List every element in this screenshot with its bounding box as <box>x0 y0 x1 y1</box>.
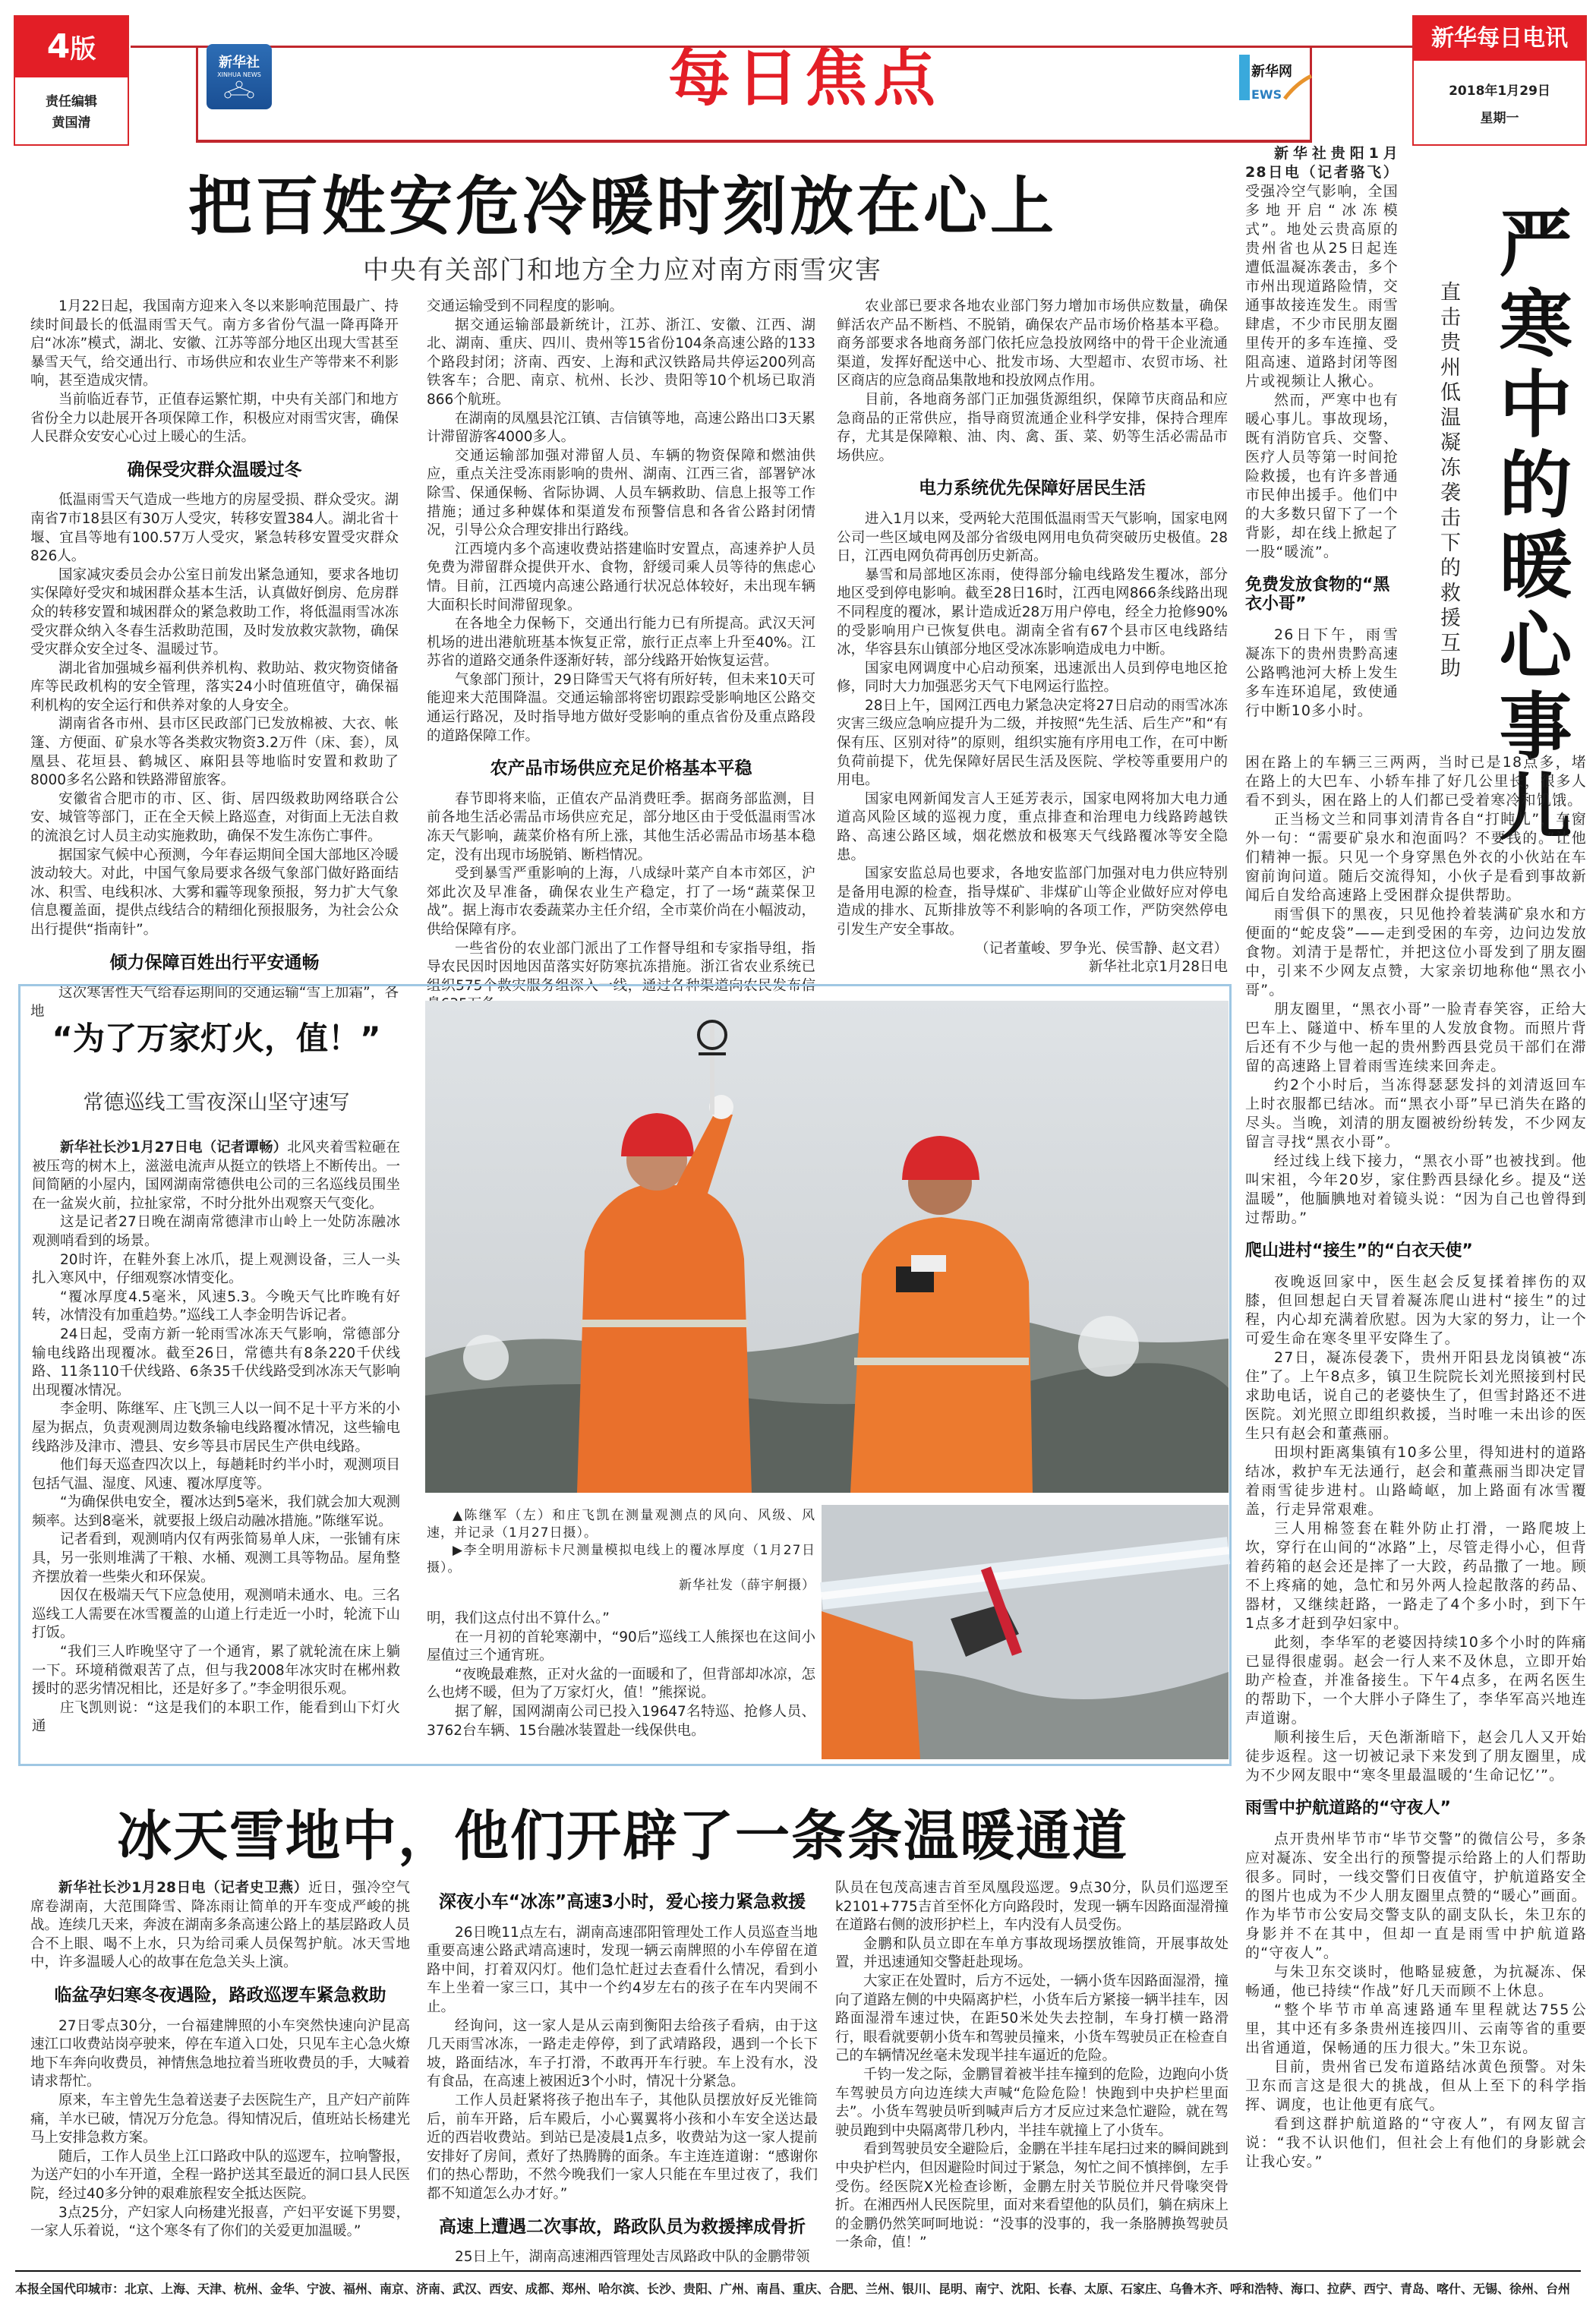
svg-text:新华网: 新华网 <box>1251 64 1292 80</box>
section-subheading: 深夜小车“冰冻”高速3小时，爱心接力紧急救援 <box>438 1892 806 1912</box>
paragraph: 3点25分，产妇家人向杨建光报喜，产妇平安诞下男婴，一家人乐着说，“这个寒冬有了你们的关爱更加温暖。” <box>30 2204 410 2240</box>
paragraph: 27日，凝冻侵袭下，贵州开阳县龙岗镇被“冻住”了。上午8点多，镇卫生院院长刘光照接到村民求助电话，说自己的老婆快生了，但雪封路还不进医院。刘光照立即组织救援，当时唯一未出诊的医生只有赵会和董燕丽。 <box>1245 1349 1587 1442</box>
paragraph: 经过线上线下接力，“黑衣小哥”也被找到。他叫宋祖，今年20岁，家住黔西县绿化乡。提及“送温暖”，他腼腆地对着镜头说：“因为自己也曾得到过帮助。” <box>1245 1153 1587 1226</box>
paragraph: 暴雪和局部地区冻雨，使得部分输电线路发生覆冰，部分地区受到停电影响。截至28日16时，江西电网866条线路出现不同程度的覆冰，累计造成近28万用户停电，经全力抢修90%的受影响用户已恢复供电。湖南全省有67个县市区电线路结冰，华容县东山镇部分地区受冰冻影响造成电力中断。 <box>837 566 1228 658</box>
paragraph-continued: 困在路上的车辆三三两两，当时已是18点多，堵在路上的大巴车、小轿车排了好几公里长，很多人看不到头，困在路上的人们都已受着寒冷和饥饿。 <box>1245 754 1587 809</box>
paragraph: 据了解，国网湖南公司已投入19647名特巡、抢修人员、3762台车辆、15台融冰装置赴一线保供电。 <box>427 1703 815 1739</box>
article-column <box>30 1879 410 2259</box>
paragraph: 农业部已要求各地农业部门努力增加市场供应数量，确保鲜活农产品不断档、不脱销，确保农产品市场价格基本平稳。商务部要求各地商务部门依托应急投放网络中的骨干企业流通渠道，发挥好配送中心、批发市场、大型超市、农贸市场、社区商店的应急商品集散地和投放网点作用。 <box>837 298 1228 390</box>
paragraph: 在一月初的首轮寒潮中，“90后”巡线工人熊探也在这间小屋值过三个通宵班。 <box>427 1629 815 1664</box>
paragraph: 工作人员赶紧将孩子抱出车子，其他队员摆放好反光锥筒后，前车开路，后车殿后，小心翼翼将小孩和小车安全送达最近的西岩收费站。到站已是凌晨1点多，收费站为这一家人提前安排好了房间，煮好了热腾腾的面条。车主连连道谢：“感谢你们的热心帮助，不然今晚我们一家人只能在车里过夜了，我们都不知道怎么办才好。” <box>427 2092 818 2202</box>
paragraph: 然而，严寒中也有暖心事儿。事故现场，既有消防官兵、交警、医疗人员等第一时间抢险救援，也有许多普通市民伸出援手。他们中的大多数只留下了一个背影，却在线上掀起了一股“暖流”。 <box>1245 392 1399 560</box>
section-subheading: 高速上遭遇二次事故，路政队员为救援摔成骨折 <box>439 2216 806 2237</box>
photo-linemen <box>425 1001 1229 1493</box>
article-column <box>835 1879 1229 2259</box>
paragraph: 随后，工作人员坐上江口路政中队的巡逻车，拉响警报，为送产妇的小车开道，全程一路护送其至最近的洞口县人民医院，经过40多分钟的艰难旅程安全抵达医院。 <box>30 2148 410 2202</box>
print-cities: 本报全国代印城市：北京、上海、天津、杭州、金华、宁波、福州、南京、济南、武汉、西安、成都、郑州、哈尔滨、长沙、贵阳、广州、南昌、重庆、合肥、兰州、银川、昆明、南宁、沈阳、长春、太原、石家庄、乌鲁木齐、呼和浩特、海口、拉萨、西宁、青岛、喀什、无锡、徐州、台州 <box>15 2282 1571 2296</box>
section-subheading: 电力系统优先保障好居民生活 <box>919 478 1146 499</box>
news-logo-icon <box>1239 53 1315 106</box>
xinhua-logo: 新华社 XINHUA NEWS <box>207 44 272 109</box>
byline: 新华社发（薛宇舸摄） <box>679 1578 815 1593</box>
dateline-paragraph <box>1245 144 1399 391</box>
article-column <box>1245 753 1587 2249</box>
main-subheadline: 中央有关部门和地方全力应对南方雨雪灾害 <box>363 255 882 285</box>
right-feature-headline: 严寒中的暖心事儿 <box>1487 205 1572 849</box>
paragraph: “覆冰厚度4.5毫米，风速5.3。今晚天气比昨晚有好转，冰情没有加重趋势。”巡线工人李金明告诉记者。 <box>32 1288 400 1324</box>
paragraph: 江西境内多个高速收费站搭建临时安置点，高速养护人员免费为滞留群众提供开水、食物，舒缓司乘人员等待的焦虑心情。目前，江西境内高速公路通行状况总体较好，未出现车辆大面积长时间滞留现象。 <box>427 541 815 613</box>
feature-headline: “为了万家灯火，值！” <box>52 1020 381 1057</box>
paragraph: 25日上午，湖南高速湘西管理处吉凤路政中队的金鹏带领 <box>455 2249 810 2266</box>
network-icon <box>216 78 262 101</box>
paragraph: 湖北省加强城乡福利供养机构、救助站、救灾物资储备库等民政机构的安全管理，落实24小时值班值守，确保福利机构的安全运行和供养对象的人身安全。 <box>30 660 399 714</box>
paper-info-box <box>1412 15 1587 146</box>
paragraph: 一些省份的农业部门派出了工作督导组和专家指导组，指导农民因时因地因苗落实好防寒抗冻措施。浙江省农业系统已组织575个救灾服务组深入一线，通过各种渠道向农民发布信 <box>427 940 815 994</box>
edition-box <box>14 15 129 146</box>
paragraph: 据交通运输部最新统计，江苏、浙江、安徽、江西、湖北、湖南、重庆、四川、贵州等15省份104条高速公路的133个路段封闭；济南、西安、上海和武汉铁路局共停运200列高铁客车；合肥、南京、杭州、长沙、贵阳等10个机场已取消866个航班。 <box>427 317 815 408</box>
paragraph: 大家正在处置时，后方不远处，一辆小货车因路面湿滑，撞向了道路左侧的中央隔离护栏，小货车后方紧接一辆半挂车，因路面湿滑车速过快，在距50米处失去控制，车身打横一路滑行，眼看就要朝小货车和驾驶员撞来，小货车驾驶员正在检查自己的车辆情况丝毫未发现半挂车逼近的危险。 <box>835 1973 1229 2064</box>
paragraph: 李金明、陈继军、庄飞凯三人以一间不足十平方米的小屋为据点，负责观测周边数条输电线路覆冰情况，这些输电线路涉及津市、澧县、安乡等县市居民生产供电线路。 <box>32 1401 400 1455</box>
edition-digit: 4 <box>46 27 71 66</box>
paragraph: ▶李全明用游标卡尺测量模拟电线上的覆冰厚度（1月27日摄）。 <box>427 1543 815 1576</box>
paragraph: 目前，各地商务部门正加强货源组织，保障节庆商品和应急商品的正常供应，指导商贸流通企业科学安排，保持合理库存，尤其是保障粮、油、肉、禽、蛋、菜、奶等生活必需品市场供应。 <box>837 391 1228 464</box>
header-rule <box>131 46 196 48</box>
byline: （记者董峻、罗争光、侯雪静、赵文君） <box>974 940 1228 957</box>
paragraph: 春节即将来临，正值农产品消费旺季。据商务部监测，目前各地生活必需品市场供应充足，部分地区由于受低温雨雪冰冻天气影响，蔬菜价格有所上涨，其他生活必需品市场基本稳定，没有出现市场脱销、断档情况。 <box>427 790 815 863</box>
issue-date: 2018年1月29日 <box>1449 84 1550 99</box>
paragraph: 这是记者27日晚在湖南常德津市山岭上一处防冻融冰观测哨看到的场景。 <box>32 1214 400 1249</box>
paragraph: 26日下午，雨雪凝冻下的贵州贵黔高速公路鸭池河大桥上发生多车连环追尾，致使通行中断10多小时。 <box>1245 626 1399 719</box>
paragraph: 当前临近春节，正值春运繁忙期，中央有关部门和地方省份全力以赴展开各项保障工作，积极应对雨雪灾害，确保人民群众安安心心过上暖心的生活。 <box>30 391 399 446</box>
paragraph-continued: 明，我们这点付出不算什么。” <box>427 1610 610 1626</box>
paragraph: 气象部门预计，29日降雪天气将有所好转，但未来10天可能迎来大范围降温。交通运输部将密切跟踪受影响地区公路交通运行路况，及时指导地方做好受影响的重点省份及重点路段的道路保障工作。 <box>427 671 815 744</box>
section-subheading: 爬山进村“接生”的“白衣天使” <box>1245 1241 1473 1260</box>
paragraph: 此刻，李华军的老婆因持续10多个小时的阵痛已显得很虚弱。赵会一行人来不及休息，立即开始助产检查，并准备接生。下午4点多，在两名医生的帮助下，一个大胖小子降生了，李华军高兴地连声道谢。 <box>1245 1634 1587 1727</box>
paragraph: 这次寒害性天气给春运期间的交通运输“雪上加霜”，各地 <box>30 985 399 1020</box>
paragraph-text: 近日，强冷空气席卷湖南，大范围降雪、降冻雨让简单的开车变成严峻的挑战。连续几天来，奔波在湖南多条高速公路上的基层路政人员合不上眼、喝不上水，只为给司乘人员保驾护航。冰天雪地中，许多温暖人心的故事在危急关头上演。 <box>30 1880 410 1971</box>
dateline-paragraph <box>30 1879 410 1973</box>
section-subheading: 农产品市场供应充足价格基本平稳 <box>490 759 752 779</box>
paragraph: 28日上午，国网江西电力紧急决定将27日启动的雨雪冰冻灾害三级应急响应提升为二级，并按照“先生活、后生产”和“有保有压、区别对待”的原则，组织实施有序用电工作，在可中断负荷前提下，优先保障好居民生活及医院、学校等重要用户的用电。 <box>837 697 1228 789</box>
paragraph: 受到暴雪严重影响的上海，八成绿叶菜产自本市郊区，沪郊此次及早准备，确保农业生产稳定，打了一场“蔬菜保卫战”。据上海市农委蔬菜办主任介绍，全市菜价尚在小幅波动，供给保障有序。 <box>427 866 815 938</box>
paragraph: 交通运输部加强对滞留人员、车辆的物资保障和燃油供应，重点关注受冻雨影响的贵州、湖南、江西三省，部署铲冰除雪、保通保畅、省际协调、人员车辆救助、信息上报等工作措施；通过多种媒体和渠道发布预警信息和各省公路封闭情况，引导公众合理安排出行路线。 <box>427 447 815 539</box>
photo-ice-measurement <box>822 1505 1229 1759</box>
article-column <box>32 1139 400 1754</box>
paragraph: 点开贵州毕节市“毕节交警”的微信公号，多条应对凝冻、安全出行的预警提示给路上的人们帮助很多。同时，一线交警们日夜值守，护航道路安全的图片也成为不少人朋友圈里点赞的“暖心”画面。作为毕节市公安局交警支队的副支队长，朱卫东的身影并不在其中，但却一直是雨雪中护航道路的“守夜人”。 <box>1245 1831 1587 1961</box>
right-feature-subheadline: 直击贵州低温凝冻袭击下的救援互助 <box>1437 281 1460 682</box>
article-column <box>427 1879 818 2266</box>
paragraph: 千钧一发之际，金鹏冒着被半挂车撞到的危险，边跑向小货车驾驶员方向边连续大声喊“危险危险！快跑到中央护栏里面去”。小货车驾驶员听到喊声后方才反应过来急忙避险，就在驾驶员跑到中央隔离带几秒内，半挂车就撞上了小货车。 <box>835 2066 1229 2139</box>
edition-number <box>15 17 128 77</box>
paragraph: 与朱卫东交谈时，他略显疲惫，为抗凝冻、保畅通，他已持续“作战”好几天而顾不上休息。 <box>1245 1963 1587 1999</box>
paragraph: 朋友圈里，“黑衣小哥”一脸青春笑容，正给大巴车上、隧道中、桥车里的人发放食物。而照片背后还有不少与他一起的贵州黔西县党员干部们在滞留的高速路上冒着雨雪连续来回奔走。 <box>1245 1001 1587 1074</box>
paragraph-continued: 队员在包茂高速吉首至凤凰段巡逻。9点30分，队员们巡逻至k2101+775吉首至怀化方向路段时，发现一辆车因路面湿滑撞在道路右侧的波形护栏上，车内没有人员受伤。 <box>835 1880 1229 1934</box>
paragraph: 1月22日起，我国南方迎来入冬以来影响范围最广、持续时间最长的低温雨雪天气。南方多省份气温一降再降开启“冰冻”模式，湖北、安徽、江苏等部分地区出现大雪甚至暴雪天气，给交通出行、市场供应和农业生产等带来不利影响，甚至造成灾情。 <box>30 298 399 390</box>
paragraph: 国家减灾委员会办公室日前发出紧急通知，要求各地切实保障好受灾和城困群众基本生活，认真做好倒房、危房群众的转移安置和城困群众的紧急救助工作，将低温雨雪冰冻受灾群众纳入冬春生活救助范围，及时发放救灾款物，确保受灾群众安全过冬、温暖过节。 <box>30 566 399 658</box>
paragraph: 他们每天巡查四次以上，每趟耗时约半小时，观测项目包括气温、湿度、风速、覆冰厚度等。 <box>32 1457 400 1492</box>
paragraph: 正当杨文兰和同事刘清肯各自“打盹儿”，车窗外一句：“需要矿泉水和泡面吗？不要钱的。”让他们精神一振。只见一个身穿黑色外衣的小伙站在车窗前询问道。随后交流得知，小伙子是看到事故新闻后自发给高速路上受困群众提供帮助。 <box>1245 811 1587 904</box>
paragraph: ▲陈继军（左）和庄飞凯在测量观测点的风向、风级、风速，并记录（1月27日摄）。 <box>427 1508 815 1541</box>
editor-credit <box>15 77 128 134</box>
paragraph: 国家电网调度中心启动预案，迅速派出人员到停电地区抢修，同时大力加强恶劣天气下电网运行监控。 <box>837 660 1228 695</box>
dateline-paragraph <box>32 1139 400 1213</box>
editor-name: 黄国清 <box>52 115 91 131</box>
paragraph: “为确保供电安全，覆冰达到5毫米，我们就会加大观测频率。达到8毫米，就要报上级启动融冰措施。”陈继军说。 <box>32 1494 400 1529</box>
paragraph: 雨雪俱下的黑夜，只见他拎着装满矿泉水和方便面的“蛇皮袋”——走到受困的车旁，边问边发放食物。刘清于是帮忙，并把这位小哥发到了朋友圈中，引来不少网友点赞，大家亲切地称他“黑衣小哥”。 <box>1245 906 1587 998</box>
paragraph: 记者看到，观测哨内仅有两张简易单人床，一张铺有床具，另一张则堆满了干粮、水桶、观测工具等物品。屋角整齐摆放着一些柴火和环保炭。 <box>32 1531 400 1585</box>
paragraph: “我们三人昨晚坚守了一个通宵，累了就轮流在床上躺一下。环境稍微艰苦了点，但与我2008年冰灾时在郴州救援时的恶劣情况相比，还是好多了。”李金明很乐观。 <box>32 1644 400 1698</box>
paragraph-text: 北风夹着雪粒砸在被压弯的树木上，滋滋电流声从挺立的铁塔上不断传出。一间简陋的小屋内，国网湖南常德供电公司的三名巡线员围坐在一盆炭火前，拉扯家常，不时分批外出观察天气变化。 <box>32 1140 400 1212</box>
paragraph: 夜晚返回家中，医生赵会反复揉着摔伤的双膝，但回想起白天冒着凝冻爬山进村“接生”的过程，内心却充满着欣慰。因为大家的努力，让一个可爱生命在寒冬里平安降生了。 <box>1245 1273 1587 1347</box>
feature-subheadline: 常德巡线工雪夜深山坚守速写 <box>83 1091 350 1115</box>
paragraph: 在各地全力保畅下，交通出行能力已有所提高。武汉天河机场的进出港航班基本恢复正常，旅行正点率上升至40%。江苏省的道路交通条件逐渐好转，部分线路开始恢复运营。 <box>427 616 815 670</box>
section-subheading: 雨雪中护航道路的“守夜人” <box>1245 1799 1451 1818</box>
article-column <box>1245 144 1399 752</box>
paragraph: 20时许，在鞋外套上冰爪，提上观测设备，三人一头扎入寒风中，仔细观察冰情变化。 <box>32 1251 400 1287</box>
header-rule <box>1312 46 1412 48</box>
paragraph: 经询问，这一家人是从云南到衡阳去给孩子看病，由于这几天雨雪冰冻，一路走走停停，到了武靖路段，遇到一个长下坡，路面结冰，车子打滑，不敢再开车行驶。车上没有水，没有食品，在高速上被困近3个小时，情况十分紧急。 <box>427 2017 818 2090</box>
paragraph: 26日晚11点左右，湖南高速邵阳管理处工作人员巡查当地重要高速公路武靖高速时，发现一辆云南牌照的小车停留在道路中间，打着双闪灯。他们急忙赶过去查看什么情况，看到小车上坐着一家三口，其中一个约4岁左右的孩子在车内哭闹不止。 <box>427 1924 818 2015</box>
photo-caption <box>427 1507 815 1594</box>
footer-rule <box>15 2270 1581 2272</box>
article-column <box>30 298 399 1020</box>
dateline: 新华社长沙1月28日电（记者史卫燕） <box>58 1880 308 1896</box>
paragraph: 安徽省合肥市的市、区、街、居四级救助网络联合公安、城管等部门，正在全天候上路巡查，对街面上无法自救的流浪乞讨人员主动实施救助，确保不发生冻伤亡事件。 <box>30 790 399 845</box>
issue-weekday: 星期一 <box>1480 111 1519 126</box>
paragraph: 湖南省各市州、县市区民政部门已发放棉被、大衣、帐篷、方便面、矿泉水等各类救灾物资3.2万件（床、套），凤凰县、花垣县、鹤城区、麻阳县等地临时安置和救助了8000多名公路和铁路滞留旅客。 <box>30 716 399 789</box>
dateline: 新华社长沙1月27日电（记者谭畅） <box>60 1140 288 1156</box>
paragraph: 目前，贵州省已发布道路结冰黄色预警。对朱卫东而言这是很大的挑战，但从上至下的科学指挥、调度，也让他更有底气。 <box>1245 2058 1587 2113</box>
main-headline: 把百姓安危冷暖时刻放在心上 <box>188 169 1057 244</box>
article-column <box>427 298 815 994</box>
editor-label: 责任编辑 <box>46 94 97 109</box>
paragraph: 顺利接生后，天色渐渐暗下，赵会几人又开始徒步返程。这一切被记录下来发到了朋友圈里，成为不少网友眼中“寒冬里最温暖的‘生命记忆’”。 <box>1245 1729 1587 1784</box>
xinhuanet-logo <box>1239 53 1315 106</box>
edition-suffix: 版 <box>70 34 96 65</box>
paragraph: “夜晚最难熬，正对火盆的一面暖和了，但背部却冰凉，怎么也烤不暖，但为了万家灯火，值！”熊探说。 <box>427 1666 815 1702</box>
section-subheading: 倾力保障百姓出行平安通畅 <box>109 952 320 973</box>
svg-text:EWS: EWS <box>1251 87 1282 102</box>
paragraph: 据国家气候中心预测，今年春运期间全国大部地区冷暖波动较大。对此，中国气象局要求各级气象部门做好路面结冰、积雪、电线积冰、大雾和霾等现象预报，努力扩大气象信息覆盖面，提供点线结合的精细化预报服务，为社会公众出行提供“指南针”。 <box>30 847 399 938</box>
paragraph-continued: 交通运输受到不同程度的影响。 <box>427 298 624 314</box>
dateline: 新华社贵阳1月28日电（记者骆飞） <box>1245 145 1399 181</box>
paragraph: 国家电网新闻发言人王延芳表示，国家电网将加大电力通道高风险区域的巡视力度，重点排查和治理电力线路跨越铁路、高速公路区域，烟花燃放和极寒天气线路覆冰等安全隐患。 <box>837 790 1228 863</box>
article-column <box>837 298 1228 977</box>
paragraph: 约2个小时后，当冻得瑟瑟发抖的刘清返回车上时衣服都已结冰。而“黑衣小哥”早已消失在路的尽头。当晚，刘清的朋友圈被纷纷转发，不少网友留言寻找“黑衣小哥”。 <box>1245 1077 1587 1150</box>
section-subheading: 临盆孕妇寒冬夜遇险，路政巡逻车紧急救助 <box>54 1985 386 2005</box>
paragraph: 庄飞凯则说：“这是我们的本职工作，能看到山下灯火通 <box>32 1699 400 1735</box>
paragraph: 田坝村距离集镇有10多公里，得知进村的道路结冰，救护车无法通行，赵会和董燕丽当即决定冒着雨雪徒步进村。山路崎岖，加上路面有冰雪覆盖，行走异常艰难。 <box>1245 1444 1587 1518</box>
bottom-headline: 冰天雪地中，他们开辟了一条条温暖通道 <box>116 1804 1128 1868</box>
section-subheading: 确保受灾群众温暖过冬 <box>127 459 302 480</box>
paragraph: 看到驾驶员安全避险后，金鹏在半挂车尾扫过来的瞬间跳到中央护栏内，但因避险时间过于紧急，匆忙之间不慎摔倒，左手受伤。经医院X光检查诊断，金鹏左肘关节脱位并尺骨喙突骨折。在湘西州人民医院里，面对来看望他的队员们，躺在病床上的金鹏仍然笑呵呵地说：“没事的没事的，我一条胳膊换驾驶员一条命，值！” <box>835 2141 1229 2251</box>
paper-name: 新华每日电讯 <box>1414 17 1585 61</box>
paragraph-text: 受强冷空气影响，全国多地开启“冰冻模式”。地处云贵高原的贵州省也从25日起连遭低温凝冻袭击，多个市州出现道路险情，交通事故接连发生。雨雪肆虐，不少市民朋友圈里传开的多车连撞、受阻高速、道路封闭等图片或视频让人揪心。 <box>1245 183 1399 390</box>
byline: 新华社北京1月28日电 <box>1088 959 1228 976</box>
paragraph: “整个毕节市单高速路通车里程就达755公里，其中还有多条贵州连接四川、云南等省的重要出省通道，保畅通的压力很大。”朱卫东说。 <box>1245 2001 1587 2056</box>
paragraph: 低温雨雪天气造成一些地方的房屋受损、群众受灾。湖南省7市18县区有30万人受灾，转移安置384人。湖北省十堰、宜昌等地有100.57万人受灾，紧急转移安置受灾群众826人。 <box>30 492 399 565</box>
paragraph: 因仅在极端天气下应急使用，观测哨未通水、电。三名巡线工人需要在冰雪覆盖的山道上行走近一小时，轮流下山打饭。 <box>32 1588 400 1642</box>
paragraph: 在湖南的凤凰县沱江镇、吉信镇等地，高速公路出口3天累计滞留游客4000多人。 <box>427 410 815 446</box>
section-subheading: 免费发放食物的“黑衣小哥” <box>1245 576 1390 613</box>
paragraph: 国家安监总局也要求，各地安监部门加强对电力供应特别是备用电源的检查，指导煤矿、非煤矿山等企业做好应对停电造成的排水、瓦斯排放等不利影响的各项工作，严防突然停电引发生产安全事故。 <box>837 866 1228 938</box>
paragraph: 原来，车主曾先生急着送妻子去医院生产，且产妇产前阵痛，羊水已破，情况万分危急。得知情况后，值班站长杨建光马上安排急救方案。 <box>30 2092 410 2146</box>
article-column <box>427 1610 815 1758</box>
paragraph: 看到这群护航道路的“守夜人”，有网友留言说：“我不认识他们，但社会上有他们的身影就会让我心安。” <box>1245 2115 1587 2170</box>
paragraph: 三人用棉签套在鞋外防止打滑，一路爬坡上坎，穿行在山间的“冰路”上，尽管走得小心，但背着药箱的赵会还是摔了一大跤，药品撒了一地。顾不上疼痛的她，急忙和另外两人捡起散落的药品、器材，又继续赶路，一路走了4个多小时，到下午1点多才赶到孕妇家中。 <box>1245 1520 1587 1632</box>
section-title: 每日焦点 <box>668 42 942 115</box>
paragraph: 24日起，受南方新一轮雨雪冰冻天气影响，常德部分输电线路出现覆冰。截至26日，常德共有8条220千伏线路、11条110千伏线路、6条35千伏线路受到冰冻天气影响出现覆冰情况。 <box>32 1326 400 1399</box>
paragraph: 27日零点30分，一台福建牌照的小车突然快速向沪昆高速江口收费站岗亭驶来，停在车道入口处，只见车主心急火燎地下车奔向收费员，神情焦急地拉着当班收费员的手，大喊着请求帮忙。 <box>30 2017 410 2090</box>
paragraph: 金鹏和队员立即在车单方事故现场摆放锥筒，开展事故处置，并迅速通知交警赶赴现场。 <box>835 1935 1229 1971</box>
paragraph: 进入1月以来，受两轮大范围低温雨雪天气影响，国家电网公司一些区域电网及部分省级电网用电负荷突破历史极值。28日，江西电网负荷再创历史新高。 <box>837 510 1228 565</box>
